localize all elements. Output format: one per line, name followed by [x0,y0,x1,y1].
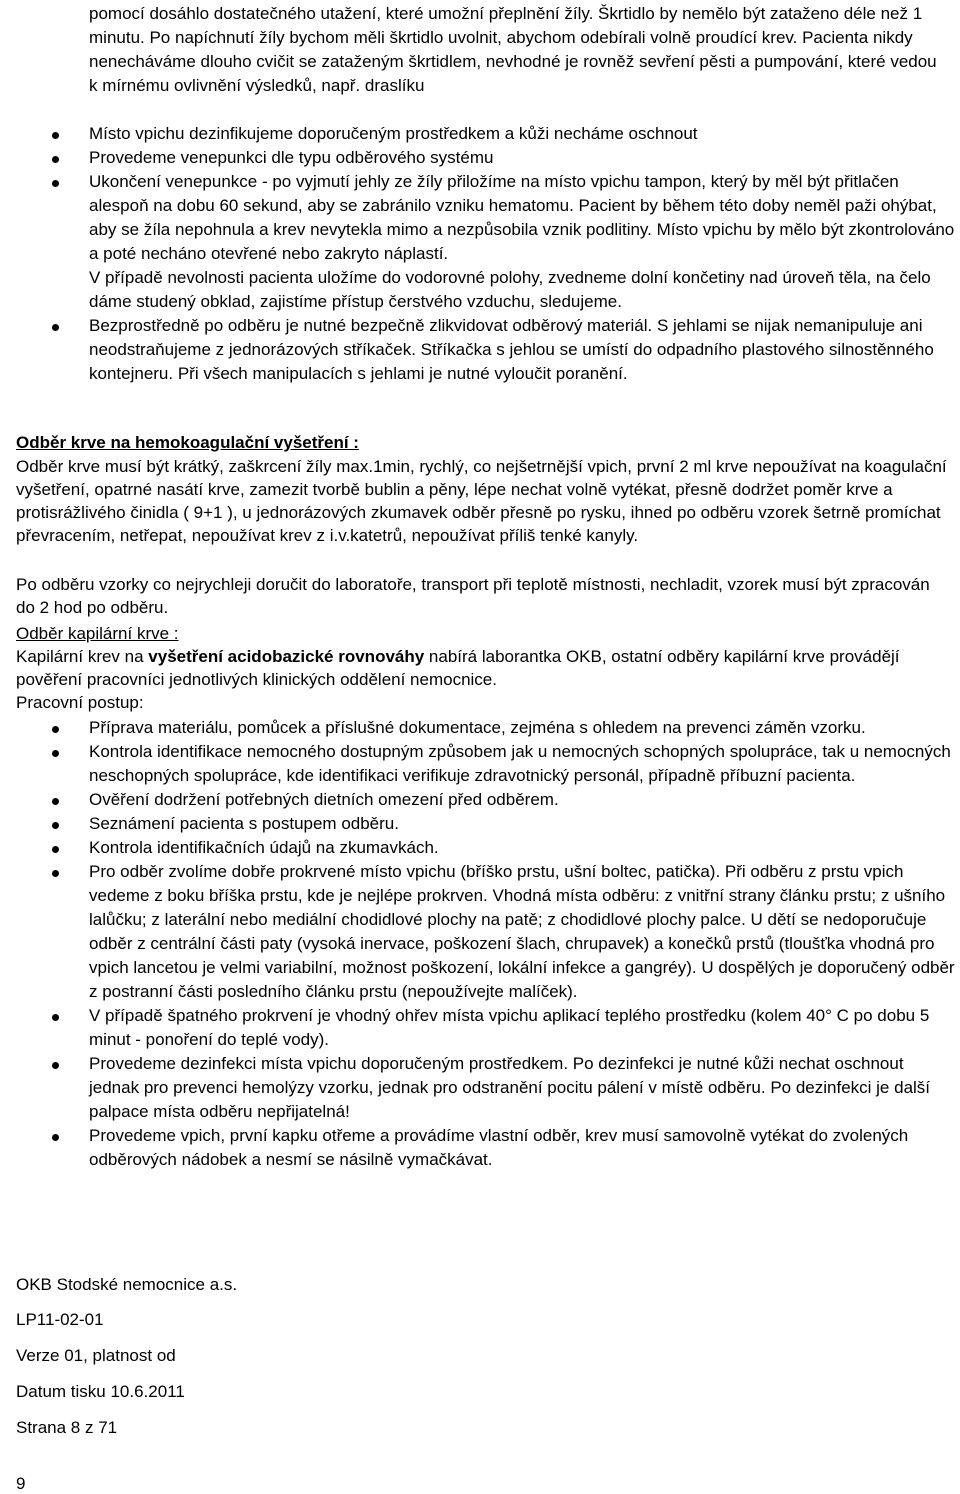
bullet-icon [52,1134,59,1141]
list-item-text: Příprava materiálu, pomůcek a příslušné dokumentace, zejména s ohledem na prevenci záměn vzorku. [89,718,866,737]
list-item-text: Místo vpichu dezinfikujeme doporučeným prostředkem a kůži necháme oschnout [89,124,698,143]
hemocoagulation-heading: Odběr krve na hemokoagulační vyšetření : [16,433,359,452]
list-item [0,122,955,146]
list-item-text: Pro odběr zvolíme dobře prokrvené místo vpichu (bříško prstu, ušní boltec, patička). Při odběru z prstu vpich vedeme z boku bříška prstu, kde je nejlépe prokrven. Vhodná místa odběru: z vnitřní strany článku prstu; z ušního lalůčku; z laterální nebo mediální chodidlové plochy na patě; z chodidlové plochy palce. U dětí se nedoporučuje odběr z centrální části paty (vysoká inervace, poškození šlach, chrupavek) a konečků prstů (tloušťka vhodná pro vpich lancetou je velmi variabilní, možnost poškození, lokální infekce a gangréy). U dospělých je doporučený odběr z postranní části posledního článku prstu (nepoužívejte malíček). [89,862,955,1001]
bullet-icon [52,180,59,187]
list-item-note: V případě nevolnosti pacienta uložíme do vodorovné polohy, zvedneme dolní končetiny nad úroveň těla, na čelo dáme studený obklad, zajistíme přístup čerstvého vzduchu, sledujeme. [89,268,931,311]
capillary-heading: Odběr kapilární krve : [16,624,179,643]
list-item [0,740,955,788]
list-item-text: Provedeme vpich, první kapku otřeme a provádíme vlastní odběr, krev musí samovolně vytékat do zvolených odběrových nádobek a nesmí se násilně vymačkávat. [89,1126,909,1169]
list-item-text: Provedeme venepunkci dle typu odběrového systému [89,148,494,167]
capillary-text-start: Kapilární krev na [16,647,149,666]
list-item-text: Kontrola identifikačních údajů na zkumavkách. [89,838,439,857]
list-item-text: Bezprostředně po odběru je nutné bezpečně zlikvidovat odběrový materiál. S jehlami se nijak nemanipuluje ani neodstraňujeme z jednorázových stříkaček. Stříkačka s jehlou se umístí do odpadního plastového silnostěnného kontejneru. Při všech manipulacích s jehlami je nutné vyloučit poranění. [89,316,934,383]
footer-organization: OKB Stodské nemocnice a.s. [16,1275,238,1294]
hemocoagulation-transport-paragraph: Po odběru vzorky co nejrychleji doručit do laboratoře, transport při teplotě místnosti, nechladit, vzorek musí být zpracován do 2 hod po odběru. [16,575,930,617]
intro-paragraph: pomocí dosáhlo dostatečného utažení, které umožní přeplnění žíly. Škrtidlo by nemělo být zataženo déle než 1 minutu. Po napíchnutí žíly bychom měli škrtidlo uvolnit, abychom odebírali volně proudící krev. Pacienta nikdy nenecháváme dlouho cvičit se zataženým škrtidlem, nevhodné je rovněž sevření pěsti a pumpování, které vedou k mírnému ovlivnění výsledků, např. draslíku [89,4,937,95]
capillary-steps-list [0,716,955,1172]
procedure-label: Pracovní postup: [16,693,144,712]
bullet-icon [52,1062,59,1069]
footer-print-date: Datum tisku 10.6.2011 [16,1382,185,1401]
list-item [0,716,955,740]
list-item-text: V případě špatného prokrvení je vhodný ohřev místa vpichu aplikací teplého prostředku (kolem 40° C po dobu 5 minut - ponoření do teplé vody). [89,1006,930,1049]
list-item [0,1052,955,1124]
list-item-text: Seznámení pacienta s postupem odběru. [89,814,399,833]
bullet-icon [52,870,59,877]
bullet-icon [52,798,59,805]
bullet-icon [52,726,59,733]
capillary-text-bold: vyšetření acidobazické rovnováhy [148,647,425,666]
bullet-icon [52,324,59,331]
footer-version: Verze 01, platnost od [16,1346,176,1365]
capillary-paragraph [16,645,951,691]
venepuncture-steps-list [0,122,955,386]
hemocoagulation-paragraph: Odběr krve musí být krátký, zaškrcení žíly max.1min, rychlý, co nejšetrnější vpich, první 2 ml krve nepoužívat na koagulační vyšetření, opatrné nasátí krve, zamezit tvorbě bublin a pěny, lépe nechat volně vytékat, přesně dodržet poměr krve a protisrážlivého činidla ( 9+1 ), u jednorázových zkumavek odběr přesně po rysku, ihned po odběru vzorek šetrně promíchat převracením, netřepat, nepoužívat krev z i.v.katetrů, nepoužívat příliš tenké kanyly. [16,457,947,545]
list-item [0,170,955,314]
list-item [0,1004,955,1052]
bullet-icon [52,750,59,757]
list-item [0,788,955,812]
list-item [0,146,955,170]
footer-page-info: Strana 8 z 71 [16,1418,118,1437]
bullet-icon [52,822,59,829]
list-item [0,1124,955,1172]
list-item-text: Kontrola identifikace nemocného dostupným způsobem jak u nemocných schopných spolupráce, tak u nemocných neschopných spolupráce, kde identifikaci verifikuje zdravotnický personál, případně příbuzní pacienta. [89,742,951,785]
bullet-icon [52,1014,59,1021]
bullet-icon [52,846,59,853]
bullet-icon [52,132,59,139]
footer-document-code: LP11-02-01 [16,1310,104,1329]
capillary-text-end: nabírá laborantka OKB, ostatní odběry kapilární krve provádějí pověření pracovníci jednotlivých klinických oddělení nemocnice. [16,647,900,689]
list-item [0,812,955,836]
list-item-text: Ukončení venepunkce - po vyjmutí jehly ze žíly přiložíme na místo vpichu tampon, který by měl být přitlačen alespoň na dobu 60 sekund, aby se zabránilo vzniku hematomu. Pacient by během této doby neměl paži ohýbat, aby se žíla nepohnula a krev nevytekla mimo a nezpůsobila vznik podlitiny. Místo vpichu by mělo být zkontrolováno a poté necháno otevřené nebo zakryto náplastí. [89,172,955,263]
list-item [0,860,955,1004]
list-item-text: Provedeme dezinfekci místa vpichu doporučeným prostředkem. Po dezinfekci je nutné kůži nechat oschnout jednak pro prevenci hemolýzy vzorku, jednak pro odstranění pocitu pálení v místě odběru. Po dezinfekci je další palpace místa odběru nepřijatelná! [89,1054,931,1121]
list-item [0,836,955,860]
list-item-text: Ověření dodržení potřebných dietních omezení před odběrem. [89,790,559,809]
list-item [0,314,955,386]
page-number: 9 [16,1474,26,1493]
bullet-icon [52,156,59,163]
